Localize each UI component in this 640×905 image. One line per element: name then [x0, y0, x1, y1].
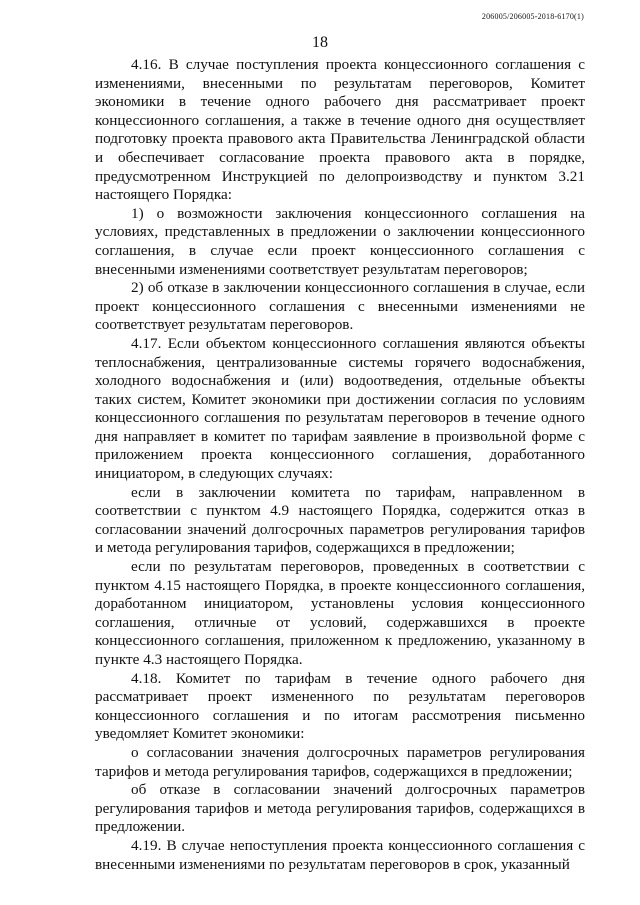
paragraph-4-18: 4.18. Комитет по тарифам в течение одного рабочего дня рассматривает проект измененного по результатам переговоров концессионного соглашения и по итогам рассмотрения письменно уведомляет Комитет экономики:: [95, 669, 585, 743]
paragraph-4-16-item-1: 1) о возможности заключения концессионного соглашения на условиях, представленных в предложении о заключении концессионного соглашения, в случае если проект концессионного соглашения с внесенными изменениями соответствует результатам переговоров;: [95, 204, 585, 278]
paragraph-4-18-refusal: об отказе в согласовании значений долгосрочных параметров регулирования тарифов и метода регулирования тарифов, содержащихся в предложении.: [95, 781, 585, 836]
document-id: 206005/206005-2018-6170(1): [481, 12, 584, 21]
paragraph-4-17-case-2: если по результатам переговоров, проведенных в соответствии с пунктом 4.15 настоящего Порядка, в проекте концессионного соглашения, доработанном инициатором, установлены условия концессионного соглашения, отличные от условий, содержавшихся в проекте концессионного соглашения, приложенном к предложению, указанному в пункте 4.3 настоящего Порядка.: [95, 558, 585, 668]
paragraph-4-17-case-1: если в заключении комитета по тарифам, направленном в соответствии с пунктом 4.9 настоящего Порядка, содержится отказ в согласовании значений долгосрочных параметров регулирования тарифов и метода регулирования тарифов, содержащихся в предложении;: [95, 483, 585, 557]
paragraph-4-16-item-2: 2) об отказе в заключении концессионного соглашения в случае, если проект концессионного соглашения с внесенными изменениями не соответствует результатам переговоров.: [95, 279, 585, 334]
paragraph-4-18-approval: о согласовании значения долгосрочных параметров регулирования тарифов и метода регулирования тарифов, содержащихся в предложении;: [95, 743, 585, 780]
page-number: 18: [312, 34, 328, 51]
paragraph-4-19: 4.19. В случае непоступления проекта концессионного соглашения с внесенными изменениями по результатам переговоров в срок, указанный: [95, 836, 585, 873]
paragraph-4-17: 4.17. Если объектом концессионного соглашения являются объекты теплоснабжения, централизованные системы горячего водоснабжения, холодного водоснабжения и (или) водоотведения, отдельные объекты таких систем, Комитет экономики при достижении согласия по условиям концессионного соглашения по результатам переговоров в течение одного дня направляет в комитет по тарифам заявление в произвольной форме с приложением проекта концессионного соглашения, доработанного инициатором, в следующих случаях:: [95, 334, 585, 483]
document-body: [95, 56, 585, 874]
paragraph-4-16: 4.16. В случае поступления проекта концессионного соглашения с изменениями, внесенными по результатам переговоров, Комитет экономики в течение одного рабочего дня рассматривает проект концессионного соглашения, а также в течение одного дня осуществляет подготовку проекта правового акта Правительства Ленинградской области и обеспечивает согласование проекта правового акта в порядке, предусмотренном Инструкцией по делопроизводству и пунктом 3.21 настоящего Порядка:: [95, 56, 585, 204]
